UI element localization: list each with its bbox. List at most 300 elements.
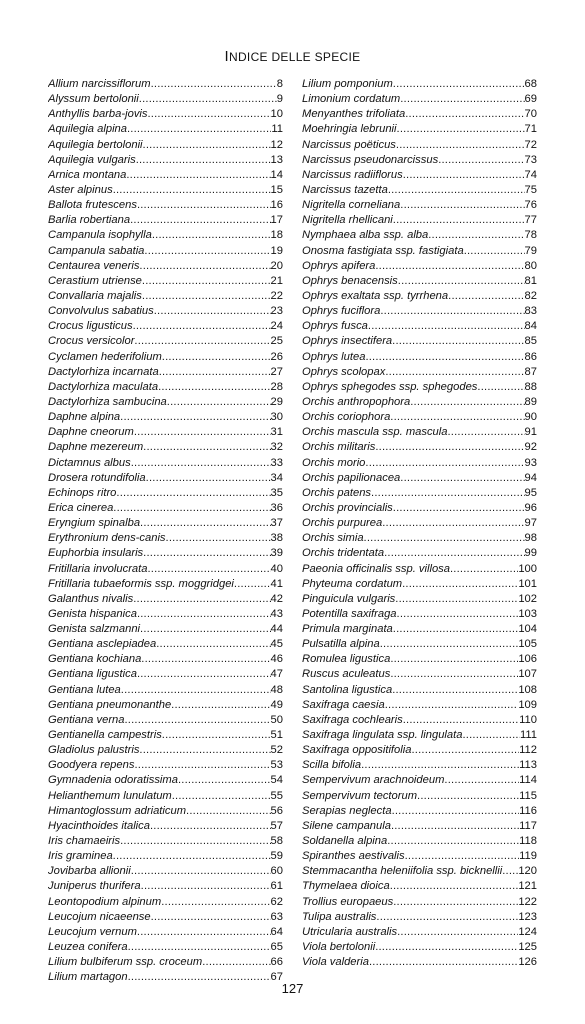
index-entry <box>48 516 283 531</box>
page-reference: 30 <box>270 411 283 424</box>
dot-leader <box>400 471 524 486</box>
species-name: Aquilegia vulgaris <box>48 153 136 166</box>
species-name: Phyteuma cordatum <box>302 577 403 590</box>
species-name: Orchis morio <box>302 456 366 469</box>
species-name: Saxifraga caesia <box>302 698 385 711</box>
page-reference: 57 <box>270 819 283 832</box>
dot-leader <box>392 334 524 349</box>
dot-leader <box>128 940 271 955</box>
page-reference: 53 <box>270 759 283 772</box>
page-reference: 62 <box>270 895 283 908</box>
species-name: Echinops ritro <box>48 486 117 499</box>
species-name: Dactylorhiza incarnata <box>48 365 159 378</box>
title-rest: NDICE DELLE SPECIE <box>229 50 361 64</box>
species-name: Narcissus tazetta <box>302 183 388 196</box>
page-reference: 83 <box>524 305 537 318</box>
page-reference: 105 <box>518 638 537 651</box>
species-name: Orchis mascula ssp. mascula <box>302 426 448 439</box>
page-reference: 50 <box>270 713 283 726</box>
dot-leader <box>152 228 271 243</box>
index-entry <box>48 77 283 92</box>
dot-leader <box>134 334 270 349</box>
index-entry <box>302 849 537 864</box>
dot-leader <box>148 107 271 122</box>
page-reference: 121 <box>518 880 537 893</box>
index-entry <box>302 607 537 622</box>
index-entry <box>302 138 537 153</box>
page-reference: 125 <box>518 941 537 954</box>
page-reference: 97 <box>524 517 537 530</box>
species-name: Aquilegia bertolonii <box>48 138 143 151</box>
index-entry <box>48 244 283 259</box>
index-entry <box>48 259 283 274</box>
page-reference: 16 <box>270 199 283 212</box>
species-name: Ophrys fusca <box>302 320 368 333</box>
dot-leader <box>400 198 524 213</box>
species-name: Alyssum bertolonii <box>48 93 139 106</box>
index-entry <box>48 864 283 879</box>
dot-leader <box>447 425 524 440</box>
index-entry <box>302 516 537 531</box>
index-entry <box>302 895 537 910</box>
index-entry <box>302 410 537 425</box>
dot-leader <box>136 153 271 168</box>
index-entry <box>302 879 537 894</box>
page-reference: 10 <box>270 108 283 121</box>
dot-leader <box>234 577 271 592</box>
dot-leader <box>398 274 525 289</box>
index-entry <box>48 728 283 743</box>
page-reference: 39 <box>270 547 283 560</box>
species-name: Thymelaea dioica <box>302 880 390 893</box>
dot-leader <box>438 153 524 168</box>
index-entry <box>302 910 537 925</box>
page-reference: 81 <box>524 274 537 287</box>
page-reference: 115 <box>519 789 537 802</box>
species-name: Narcissus pseudonarcissus <box>302 153 439 166</box>
dot-leader <box>405 107 524 122</box>
dot-leader <box>159 365 271 380</box>
index-entry <box>302 92 537 107</box>
index-entry <box>302 334 537 349</box>
species-name: Orchis anthropophora <box>302 395 411 408</box>
dot-leader <box>375 940 518 955</box>
page-reference: 67 <box>270 971 283 984</box>
page-reference: 103 <box>518 607 537 620</box>
index-entry <box>302 395 537 410</box>
page-reference: 91 <box>524 426 537 439</box>
dot-leader <box>393 622 519 637</box>
page-reference: 99 <box>524 547 537 560</box>
dot-leader <box>137 607 271 622</box>
index-entry <box>302 577 537 592</box>
index-entry <box>48 910 283 925</box>
page-reference: 108 <box>518 683 537 696</box>
page-reference: 94 <box>524 471 537 484</box>
page-reference: 66 <box>270 956 283 969</box>
dot-leader <box>391 819 519 834</box>
index-entry <box>48 440 283 455</box>
index-entry <box>48 183 283 198</box>
dot-leader <box>154 304 271 319</box>
dot-leader <box>113 501 270 516</box>
dot-leader <box>403 168 525 183</box>
index-entry <box>302 319 537 334</box>
index-entry <box>302 743 537 758</box>
index-entry <box>302 955 537 970</box>
index-entry <box>302 773 537 788</box>
index-entry <box>48 607 283 622</box>
species-name: Menyanthes trifoliata <box>302 108 406 121</box>
dot-leader <box>462 728 520 743</box>
page-reference: 46 <box>270 653 283 666</box>
page-reference: 106 <box>518 653 537 666</box>
species-name: Limonium cordatum <box>302 93 401 106</box>
page-reference: 124 <box>518 925 537 938</box>
species-name: Erica cinerea <box>48 501 114 514</box>
species-name: Iris graminea <box>48 850 113 863</box>
page-reference: 23 <box>270 305 283 318</box>
index-entry <box>48 138 283 153</box>
index-entry <box>302 77 537 92</box>
dot-leader <box>140 622 271 637</box>
species-name: Nymphaea alba ssp. alba <box>302 229 429 242</box>
species-name: Himantoglossum adriaticum <box>48 804 187 817</box>
species-name: Viola valderia <box>302 956 369 969</box>
page-reference: 100 <box>518 562 537 575</box>
dot-leader <box>133 319 271 334</box>
species-name: Saxifraga cochlearis <box>302 713 403 726</box>
species-name: Helianthemum lunulatum <box>48 789 172 802</box>
index-entry <box>302 622 537 637</box>
page-reference: 78 <box>524 229 537 242</box>
species-name: Narcissus poëticus <box>302 138 396 151</box>
dot-leader <box>444 773 519 788</box>
index-entry <box>302 304 537 319</box>
species-name: Onosma fastigiata ssp. fastigiata <box>302 244 464 257</box>
page-reference: 58 <box>270 835 283 848</box>
species-name: Cerastium utriense <box>48 274 142 287</box>
page-reference: 82 <box>524 289 537 302</box>
index-entry <box>48 879 283 894</box>
index-column-left <box>48 77 283 985</box>
index-entry <box>48 456 283 471</box>
dot-leader <box>125 713 271 728</box>
dot-leader <box>502 864 518 879</box>
index-entry <box>48 819 283 834</box>
species-name: Daphne alpina <box>48 411 121 424</box>
index-entry <box>302 940 537 955</box>
index-entry <box>48 562 283 577</box>
index-entry <box>48 107 283 122</box>
index-entry <box>302 789 537 804</box>
species-name: Leuzea conifera <box>48 941 128 954</box>
index-entry <box>48 122 283 137</box>
page-reference: 45 <box>270 638 283 651</box>
page-reference: 96 <box>524 501 537 514</box>
index-entry <box>48 698 283 713</box>
index-entry <box>48 955 283 970</box>
page-reference: 85 <box>524 335 537 348</box>
index-entry <box>302 486 537 501</box>
index-entry <box>302 728 537 743</box>
dot-leader <box>393 895 518 910</box>
page-reference: 15 <box>270 183 283 196</box>
dot-leader <box>131 456 271 471</box>
page-reference: 119 <box>519 850 537 863</box>
index-entry <box>302 592 537 607</box>
dot-leader <box>178 773 271 788</box>
index-entry <box>302 637 537 652</box>
page-reference: 112 <box>519 744 537 757</box>
page-reference: 38 <box>270 532 283 545</box>
dot-leader <box>162 728 271 743</box>
dot-leader <box>120 410 270 425</box>
index-entry <box>48 940 283 955</box>
species-name: Campanula isophylla <box>48 229 152 242</box>
page-reference: 40 <box>270 562 283 575</box>
species-name: Ophrys fuciflora <box>302 305 381 318</box>
species-name: Galanthus nivalis <box>48 592 134 605</box>
dot-leader <box>113 183 271 198</box>
species-name: Ophrys lutea <box>302 350 366 363</box>
dot-leader <box>167 395 271 410</box>
species-name: Moehringia lebrunii <box>302 123 397 136</box>
index-entry <box>48 713 283 728</box>
dot-leader <box>146 471 271 486</box>
dot-leader <box>143 440 270 455</box>
dot-leader <box>380 637 519 652</box>
page-reference: 72 <box>524 138 537 151</box>
species-name: Soldanella alpina <box>302 835 388 848</box>
page-reference: 48 <box>270 683 283 696</box>
species-name: Gymnadenia odoratissima <box>48 774 178 787</box>
page-reference: 28 <box>270 380 283 393</box>
page-reference: 17 <box>270 214 283 227</box>
index-entry <box>302 501 537 516</box>
dot-leader <box>131 864 271 879</box>
page-reference: 43 <box>270 607 283 620</box>
index-entry <box>48 153 283 168</box>
species-name: Convallaria majalis <box>48 289 142 302</box>
species-name: Stemmacantha heleniifolia ssp. bicknellii <box>302 865 503 878</box>
page-reference: 73 <box>524 153 537 166</box>
index-entry <box>302 153 537 168</box>
dot-leader <box>450 562 518 577</box>
dot-leader <box>477 380 524 395</box>
page-reference: 44 <box>270 623 283 636</box>
dot-leader <box>172 789 271 804</box>
page-reference: 71 <box>524 123 537 136</box>
index-entry <box>302 471 537 486</box>
species-name: Pinguicula vulgaris <box>302 592 396 605</box>
dot-leader <box>392 804 520 819</box>
page-reference: 76 <box>524 199 537 212</box>
index-entry <box>302 864 537 879</box>
dot-leader <box>130 213 270 228</box>
dot-leader <box>393 501 525 516</box>
index-entry <box>48 334 283 349</box>
index-entry <box>48 789 283 804</box>
page-reference: 63 <box>270 910 283 923</box>
dot-leader <box>156 637 270 652</box>
species-name: Drosera rotundifolia <box>48 471 146 484</box>
dot-leader <box>448 289 524 304</box>
dot-leader <box>390 667 518 682</box>
page-reference: 8 <box>276 78 283 90</box>
species-name: Jovibarba allionii <box>48 865 131 878</box>
page-reference: 93 <box>524 456 537 469</box>
index-entry <box>302 667 537 682</box>
page-reference: 102 <box>518 592 537 605</box>
species-name: Crocus ligusticus <box>48 320 133 333</box>
dot-leader <box>143 546 270 561</box>
dot-leader <box>161 895 270 910</box>
index-entry <box>302 819 537 834</box>
dot-leader <box>385 365 524 380</box>
species-name: Barlia robertiana <box>48 214 131 227</box>
species-name: Eryngium spinalba <box>48 517 141 530</box>
species-name: Silene campanula <box>302 819 391 832</box>
species-name: Orchis simia <box>302 532 364 545</box>
dot-leader <box>142 274 271 289</box>
page-reference: 120 <box>518 865 537 878</box>
species-name: Euphorbia insularis <box>48 547 144 560</box>
dot-leader <box>137 925 271 940</box>
page-title <box>0 48 585 65</box>
page-reference: 41 <box>270 577 283 590</box>
species-name: Romulea ligustica <box>302 653 391 666</box>
index-entry <box>302 107 537 122</box>
dot-leader <box>127 122 271 137</box>
dot-leader <box>390 879 519 894</box>
index-entry <box>48 319 283 334</box>
dot-leader <box>113 849 271 864</box>
dot-leader <box>151 77 277 92</box>
page-reference: 75 <box>524 183 537 196</box>
species-name: Hyacinthoides italica <box>48 819 150 832</box>
species-name: Primula marginata <box>302 623 393 636</box>
index-entry <box>48 274 283 289</box>
dot-leader <box>417 789 519 804</box>
species-name: Aster alpinus <box>48 183 113 196</box>
page-reference: 60 <box>270 865 283 878</box>
species-name: Serapias neglecta <box>302 804 392 817</box>
species-name: Campanula sabatia <box>48 244 145 257</box>
index-entry <box>302 213 537 228</box>
page-reference: 19 <box>270 244 283 257</box>
index-entry <box>302 350 537 365</box>
dot-leader <box>365 456 524 471</box>
dot-leader <box>186 804 271 819</box>
dot-leader <box>388 183 525 198</box>
index-entry <box>48 228 283 243</box>
species-name: Ophrys scolopax <box>302 365 386 378</box>
species-name: Ophrys insectifera <box>302 335 393 348</box>
dot-leader <box>137 198 271 213</box>
page-reference: 65 <box>270 941 283 954</box>
species-name: Genista salzmanni <box>48 623 141 636</box>
species-name: Ruscus aculeatus <box>302 668 391 681</box>
species-name: Centaurea veneris <box>48 259 140 272</box>
index-entry <box>48 395 283 410</box>
index-entry <box>302 440 537 455</box>
dot-leader <box>143 138 271 153</box>
page-reference: 20 <box>270 259 283 272</box>
species-name: Orchis papilionacea <box>302 471 401 484</box>
species-name: Genista hispanica <box>48 607 137 620</box>
dot-leader <box>369 955 518 970</box>
index-entry <box>48 92 283 107</box>
dot-leader <box>162 350 271 365</box>
dot-leader <box>392 683 518 698</box>
dot-leader <box>403 713 519 728</box>
species-name: Gentianella campestris <box>48 729 162 742</box>
index-entry <box>302 244 537 259</box>
dot-leader <box>364 531 525 546</box>
page-reference: 89 <box>524 395 537 408</box>
page-reference: 47 <box>270 668 283 681</box>
dot-leader <box>397 925 518 940</box>
index-entry <box>48 380 283 395</box>
page-reference: 37 <box>270 517 283 530</box>
page-reference: 33 <box>270 456 283 469</box>
species-name: Lilium bulbiferum ssp. croceum <box>48 956 203 969</box>
page-reference: 70 <box>524 108 537 121</box>
dot-leader <box>390 410 524 425</box>
title-initial: I <box>224 48 229 65</box>
dot-leader <box>393 213 525 228</box>
species-name: Viola bertolonii <box>302 941 376 954</box>
page-reference: 114 <box>519 774 537 787</box>
species-name: Lilium martagon <box>48 971 128 984</box>
index-entry <box>48 849 283 864</box>
species-name: Saxifraga lingulata ssp. lingulata <box>302 729 463 742</box>
species-name: Ophrys exaltata ssp. tyrrhena <box>302 289 449 302</box>
page-reference: 118 <box>519 835 537 848</box>
dot-leader <box>375 440 524 455</box>
dot-leader <box>361 758 519 773</box>
page-reference: 49 <box>270 698 283 711</box>
dot-leader <box>405 849 520 864</box>
species-name: Ophrys benacensis <box>302 274 398 287</box>
dot-leader <box>400 92 524 107</box>
species-name: Fritillaria tubaeformis ssp. moggridgei <box>48 577 234 590</box>
species-name: Crocus versicolor <box>48 335 135 348</box>
dot-leader <box>371 486 525 501</box>
dot-leader <box>395 592 518 607</box>
dot-leader <box>133 592 270 607</box>
species-name: Utricularia australis <box>302 925 398 938</box>
species-name: Lilium pomponium <box>302 78 393 90</box>
index-entry <box>48 592 283 607</box>
page-reference: 68 <box>524 78 537 90</box>
dot-leader <box>134 425 271 440</box>
index-entry <box>302 562 537 577</box>
species-name: Arnica montana <box>48 168 127 181</box>
page-reference: 13 <box>270 153 283 166</box>
index-entry <box>302 531 537 546</box>
page-reference: 90 <box>524 411 537 424</box>
species-name: Ophrys sphegodes ssp. sphegodes <box>302 380 478 393</box>
page-reference: 64 <box>270 925 283 938</box>
dot-leader <box>410 395 524 410</box>
species-name: Orchis coriophora <box>302 411 391 424</box>
index-entry <box>302 834 537 849</box>
page-reference: 36 <box>270 501 283 514</box>
page-reference: 35 <box>270 486 283 499</box>
page-reference: 26 <box>270 350 283 363</box>
